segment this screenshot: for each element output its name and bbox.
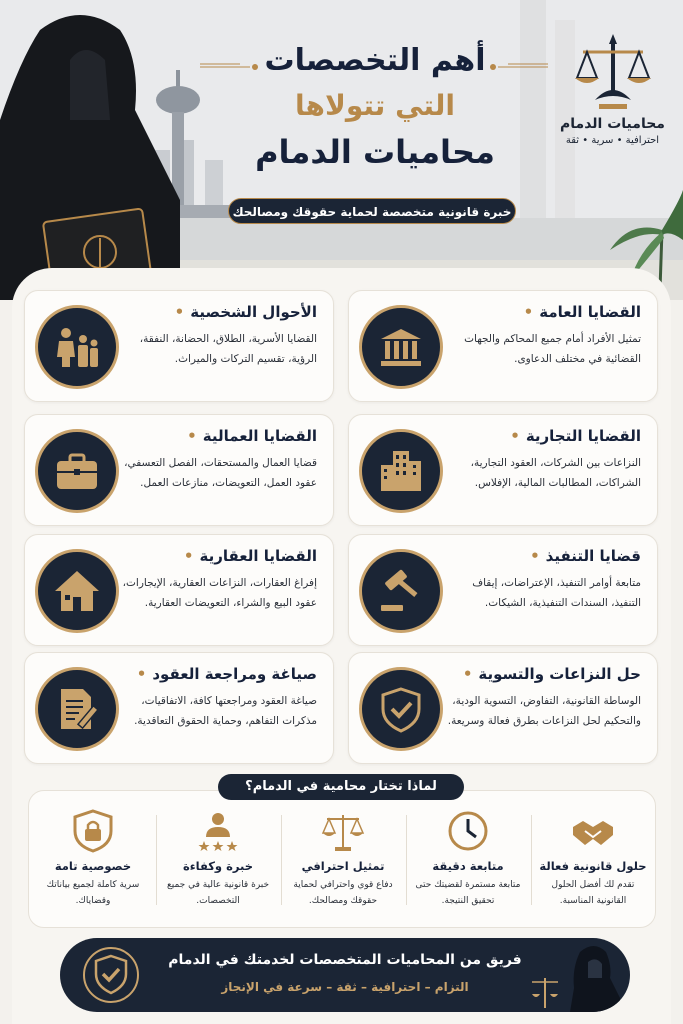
card-text: إفراغ العقارات، النزاعات العقارية، الإيجارات، عقود البيع والشراء، التعويضات العقارية.: [122, 577, 317, 609]
specialty-card-general: القضايا العامة• تمثيل الأفراد أمام جميع المحاكم والجهات القضائية في مختلف الدعاوى.: [348, 290, 658, 402]
card-title: قضايا التنفيذ: [545, 547, 641, 565]
feature-divider: [281, 815, 282, 905]
feature-divider: [531, 815, 532, 905]
lock-shield-icon: [71, 809, 115, 853]
card-text: قضايا العمال والمستحقات، الفصل التعسفي، عقود العمل، التعويضات، منازعات العمل.: [124, 457, 317, 489]
feature-text: سرية كاملة لجميع بياناتك وقضاياك.: [46, 880, 140, 906]
gavel-icon: [359, 549, 443, 633]
card-title: القضايا العمالية: [202, 427, 317, 445]
handshake-icon: [571, 809, 615, 853]
feature-expertise: [157, 809, 279, 909]
title-ornament-right-icon: [488, 62, 548, 72]
card-title: صياغة ومراجعة العقود: [152, 665, 317, 683]
specialty-card-real-estate: القضايا العقارية• إفراغ العقارات، النزاعات العقارية، الإيجارات، عقود البيع والشراء، التعويضات العقارية.: [24, 534, 334, 646]
card-text: القضايا الأسرية، الطلاق، الحضانة، النفقة، الرؤية، تقسيم التركات والميراث.: [139, 333, 317, 365]
card-title: الأحوال الشخصية: [190, 303, 317, 321]
briefcase-icon: [35, 429, 119, 513]
card-title: القضايا العقارية: [199, 547, 317, 565]
title-line-2: التي تتولاها: [295, 89, 455, 122]
footer-lawyer-illustration: [530, 938, 620, 1012]
scales-icon: [321, 809, 365, 853]
feature-text: خبرة قانونية عالية في جميع التخصصات.: [166, 880, 270, 906]
why-choose-heading: لماذا تختار محامية في الدمام؟: [218, 774, 464, 800]
footer-values-text: التزام – احترافية – ثقة – سرعة في الإنجاز: [221, 980, 469, 994]
feature-title: متابعة دقيقة: [432, 859, 504, 873]
brand-scales-logo-icon: [573, 30, 653, 114]
specialty-card-contracts: صياغة ومراجعة العقود• صياغة العقود ومراجعتها كافة، الاتفاقيات، مذكرات التفاهم، وحماية الحقوق التعاقدية.: [24, 652, 334, 764]
feature-title: خصوصية تامة: [54, 859, 132, 873]
footer-main-text: فريق من المحاميات المتخصصات لخدمتك في الدمام: [168, 952, 522, 968]
title-ornament-left-icon: [200, 62, 260, 72]
card-text: صياغة العقود ومراجعتها كافة، الاتفاقيات، مذكرات التفاهم، وحماية الحقوق التعاقدية.: [134, 695, 317, 727]
expert-stars-icon: [196, 809, 240, 853]
brand-tagline: احترافية • سرية • ثقة: [565, 135, 660, 146]
specialty-card-disputes: حل النزاعات والتسوية• الوساطة القانونية، التفاوض، التسوية الودية، والتحكيم لحل النزاعات بطرق فعالة وسريعة.: [348, 652, 658, 764]
feature-effective-solutions: [532, 809, 654, 909]
lawyer-woman-illustration: [0, 0, 200, 300]
card-text: تمثيل الأفراد أمام جميع المحاكم والجهات القضائية في مختلف الدعاوى.: [464, 333, 641, 365]
title-line-3: محاميات الدمام: [255, 133, 495, 171]
footer-banner: [60, 938, 630, 1012]
feature-text: تقدم لك أفضل الحلول القانونية المناسبة.: [551, 880, 635, 906]
shield-check-icon: [359, 667, 443, 751]
family-icon: [35, 305, 119, 389]
feature-divider: [156, 815, 157, 905]
specialty-card-commercial: القضايا التجارية• النزاعات بين الشركات، العقود التجارية، الشراكات، المطالبات المالية، الإفلاس.: [348, 414, 658, 526]
why-choose-section: [28, 790, 656, 928]
specialty-card-personal-status: الأحوال الشخصية• القضايا الأسرية، الطلاق، الحضانة، النفقة، الرؤية، تقسيم التركات والميراث.: [24, 290, 334, 402]
buildings-icon: [359, 429, 443, 513]
card-title: القضايا العامة: [539, 303, 641, 321]
house-icon: [35, 549, 119, 633]
feature-title: خبرة وكفاءة: [182, 859, 254, 873]
title-line-1: أهم التخصصات: [264, 43, 486, 78]
page-title: [205, 38, 545, 176]
brand-block: [550, 30, 675, 146]
card-text: النزاعات بين الشركات، العقود التجارية، الشراكات، المطالبات المالية، الإفلاس.: [470, 457, 641, 489]
courthouse-icon: [359, 305, 443, 389]
subtitle-banner: خبرة قانونية متخصصة لحماية حقوقك ومصالحك: [228, 198, 516, 224]
specialty-card-labor: القضايا العمالية• قضايا العمال والمستحقات، الفصل التعسفي، عقود العمل، التعويضات، منازعات العمل.: [24, 414, 334, 526]
feature-privacy: [32, 809, 154, 909]
card-title: القضايا التجارية: [525, 427, 641, 445]
specialty-card-enforcement: قضايا التنفيذ• متابعة أوامر التنفيذ، الإعتراضات، إيقاف التنفيذ، السندات التنفيذية، الشيكات.: [348, 534, 658, 646]
card-title: حل النزاعات والتسوية: [478, 665, 641, 683]
clock-icon: [446, 809, 490, 853]
feature-professional-representation: [282, 809, 404, 909]
feature-divider: [406, 815, 407, 905]
brand-name: محاميات الدمام: [560, 116, 665, 132]
feature-close-followup: [407, 809, 529, 909]
feature-text: متابعة مستمرة لقضيتك حتى تحقيق النتيجة.: [415, 880, 521, 906]
feature-title: تمثيل احترافي: [301, 859, 385, 873]
feature-text: دفاع قوي واحترافي لحماية حقوقك ومصالحك.: [293, 880, 393, 906]
hero-banner: [0, 0, 683, 300]
footer-shield-check-icon: [82, 946, 140, 1004]
card-text: الوساطة القانونية، التفاوض، التسوية الودية، والتحكيم لحل النزاعات بطرق فعالة وسريعة.: [447, 695, 641, 727]
card-text: متابعة أوامر التنفيذ، الإعتراضات، إيقاف التنفيذ، السندات التنفيذية، الشيكات.: [472, 577, 641, 609]
document-pen-icon: [35, 667, 119, 751]
feature-title: حلول قانونية فعالة: [539, 859, 647, 873]
